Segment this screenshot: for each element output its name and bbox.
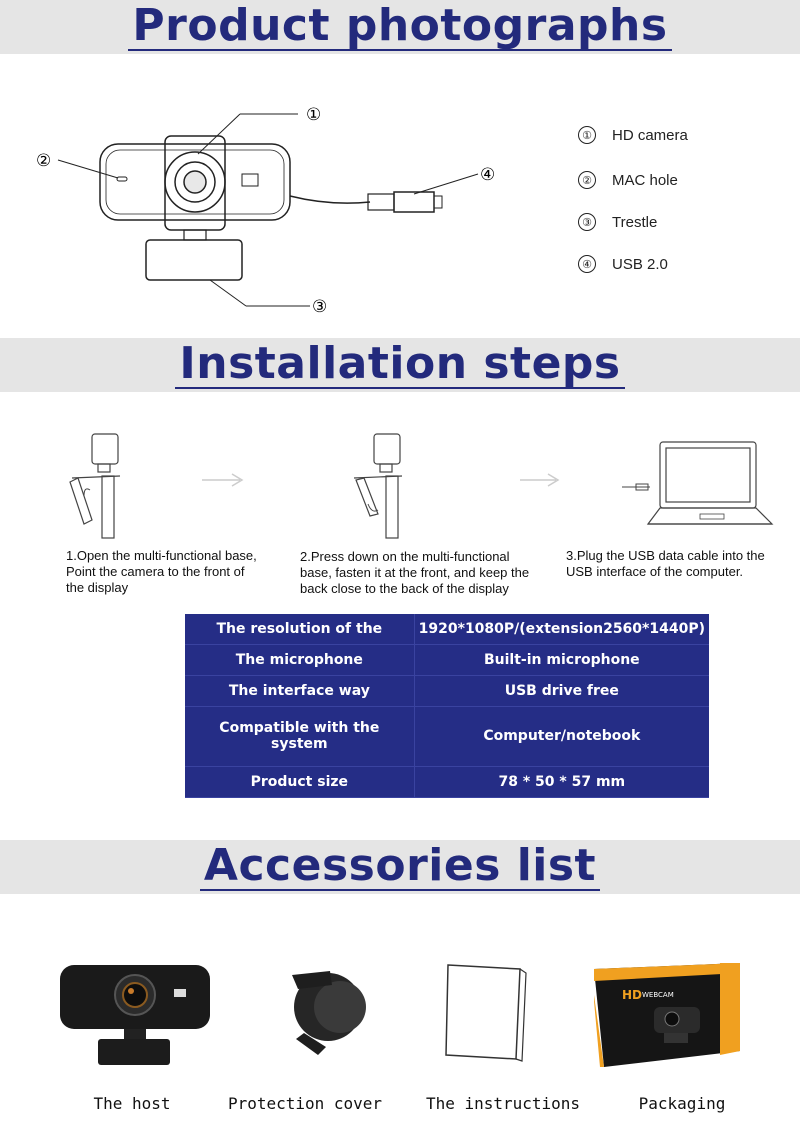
step1-illustration	[70, 434, 120, 538]
spec-key: Compatible with the system	[185, 706, 414, 766]
step-2-line-1: 2.Press down on the multi-functional	[300, 549, 510, 564]
accessory-label-cover: Protection cover	[227, 1094, 383, 1113]
accessories-title-band	[0, 840, 800, 894]
table-row	[185, 766, 709, 797]
legend-number: ③	[578, 213, 596, 231]
spec-value: Built-in microphone	[414, 644, 709, 675]
step-3-line-2: USB interface of the computer.	[566, 564, 744, 579]
legend-item-hd-camera	[578, 126, 688, 144]
callout-2: ②	[36, 151, 52, 171]
step-2-text	[300, 549, 560, 597]
arrow-icon	[520, 474, 558, 486]
webcam-diagram	[0, 54, 560, 334]
laptop-illustration	[622, 442, 772, 524]
accessories-title: Accessories list	[200, 843, 600, 891]
spec-value: 1920*1080P/(extension2560*1440P)	[414, 614, 709, 644]
table-row	[185, 706, 709, 766]
table-row	[185, 675, 709, 706]
callout-1: ①	[306, 105, 322, 125]
box-webcam-text: WEBCAM	[642, 991, 674, 999]
install-title: Installation steps	[175, 341, 624, 389]
photos-title: Product photographs	[128, 3, 671, 51]
spec-key: Product size	[185, 766, 414, 797]
usb-plug	[394, 192, 434, 212]
legend-number: ②	[578, 171, 596, 189]
legend-label: USB 2.0	[612, 255, 668, 273]
step-1-line-3: the display	[66, 580, 129, 595]
step-2-line-3: back close to the back of the display	[300, 581, 509, 596]
install-title-band	[0, 338, 800, 392]
base-outline	[146, 240, 242, 280]
callout-3: ③	[312, 297, 328, 317]
step-2-line-2: base, fasten it at the front, and keep the	[300, 565, 530, 580]
table-row	[185, 614, 709, 644]
step-1-line-2: Point the camera to the front of	[66, 564, 245, 579]
specs-table	[185, 614, 709, 798]
step2-illustration	[354, 434, 402, 538]
usb-cable	[290, 196, 370, 203]
spec-key: The microphone	[185, 644, 414, 675]
protection-cover-image	[292, 971, 366, 1055]
legend-number: ④	[578, 255, 596, 273]
legend-item-trestle	[578, 213, 657, 231]
step-3-line-1: 3.Plug the USB data cable into the	[566, 548, 765, 563]
accessories-images	[0, 955, 800, 1075]
spec-value: Computer/notebook	[414, 706, 709, 766]
callout-4: ④	[480, 165, 496, 185]
accessory-label-host: The host	[93, 1094, 171, 1113]
step-1-text	[66, 548, 291, 596]
step-3-text	[566, 548, 791, 580]
accessory-label-instructions: The instructions	[425, 1094, 581, 1113]
instructions-image	[446, 965, 526, 1061]
legend-label: MAC hole	[612, 171, 678, 189]
table-row	[185, 644, 709, 675]
legend-item-usb	[578, 255, 668, 273]
packaging-image	[594, 963, 740, 1067]
spec-key: The resolution of the	[185, 614, 414, 644]
host-webcam-image	[60, 965, 210, 1065]
legend-label: Trestle	[612, 213, 658, 231]
accessory-label-packaging: Packaging	[638, 1094, 726, 1113]
install-illustrations	[0, 420, 800, 545]
step-1-line-1: 1.Open the multi-functional base,	[66, 548, 257, 563]
arrow-icon	[202, 474, 242, 486]
photos-title-band	[0, 0, 800, 54]
spec-key: The interface way	[185, 675, 414, 706]
spec-value: 78 * 50 * 57 mm	[414, 766, 709, 797]
legend-item-mac-hole	[578, 171, 678, 189]
legend-number: ①	[578, 126, 596, 144]
box-hd-text: HD	[622, 988, 643, 1002]
spec-value: USB drive free	[414, 675, 709, 706]
legend-label: HD camera	[612, 126, 688, 144]
